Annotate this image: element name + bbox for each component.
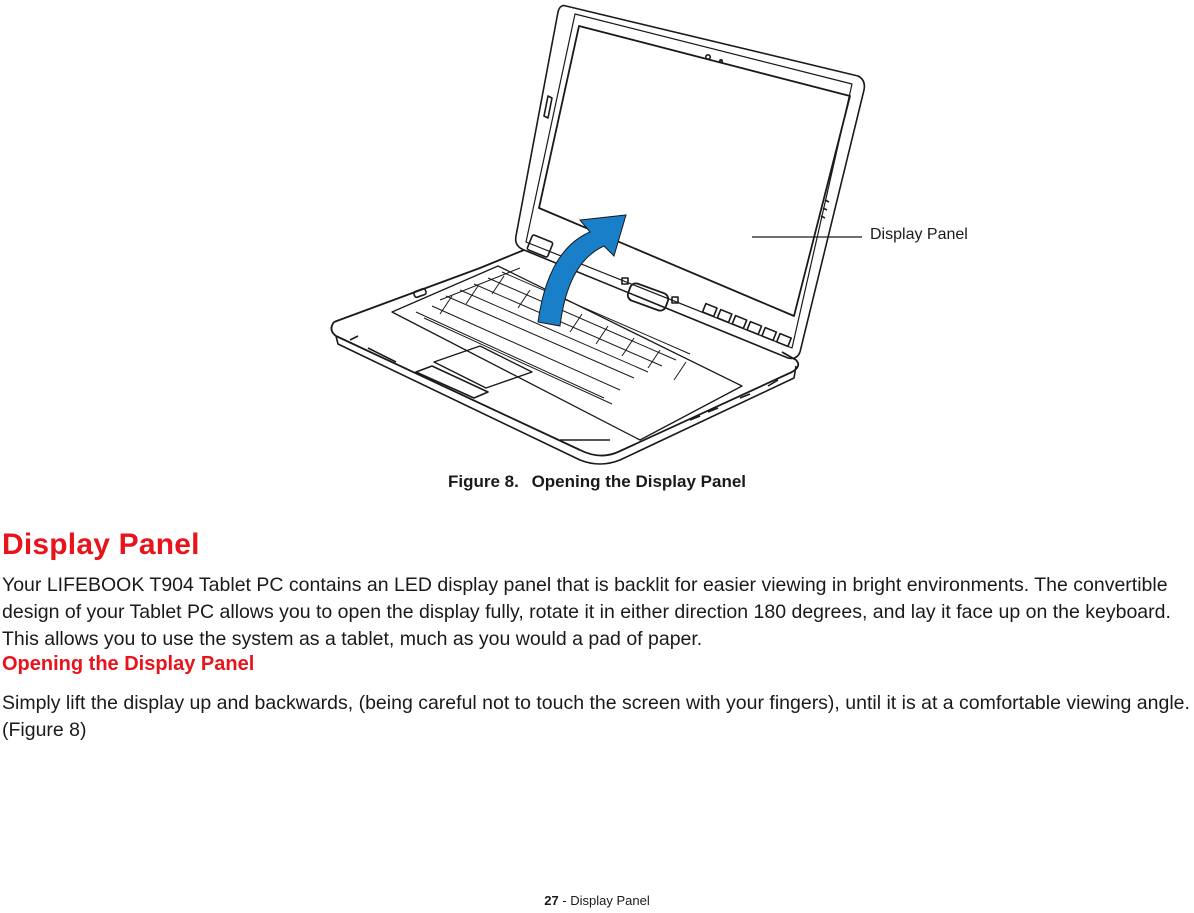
display-panel-callout: Display Panel (870, 226, 968, 243)
subsection-paragraph: Simply lift the display up and backwards, (being careful not to touch the screen with your fingers), until it is at a comfortable viewing angle. (Figure 8) (2, 692, 1190, 741)
page-number: 27 (544, 893, 559, 908)
section-paragraph: Your LIFEBOOK T904 Tablet PC contains an LED display panel that is backlit for easier viewing in bright environments. The convertible design of your Tablet PC allows you to open the display fully, rotate it in either direction 180 degrees, and lay it face up on the keyboard. This allows you to use the system as a tablet, much as you would a pad of paper. (2, 574, 1171, 650)
base-outline (331, 322, 798, 456)
screen-area (539, 26, 850, 316)
opening-arrow (538, 215, 626, 326)
page-footer (0, 893, 1194, 908)
figure-number: Figure 8. (447, 472, 519, 491)
figure-caption (0, 472, 1194, 492)
footer-section-name: Display Panel (570, 893, 650, 908)
section-heading: Display Panel (2, 528, 200, 561)
touchpad (434, 346, 532, 388)
footer-separator: - (558, 893, 571, 908)
subsection-heading: Opening the Display Panel (2, 653, 255, 675)
lid-outline (516, 6, 865, 359)
figure-title: Opening the Display Panel (531, 472, 747, 491)
